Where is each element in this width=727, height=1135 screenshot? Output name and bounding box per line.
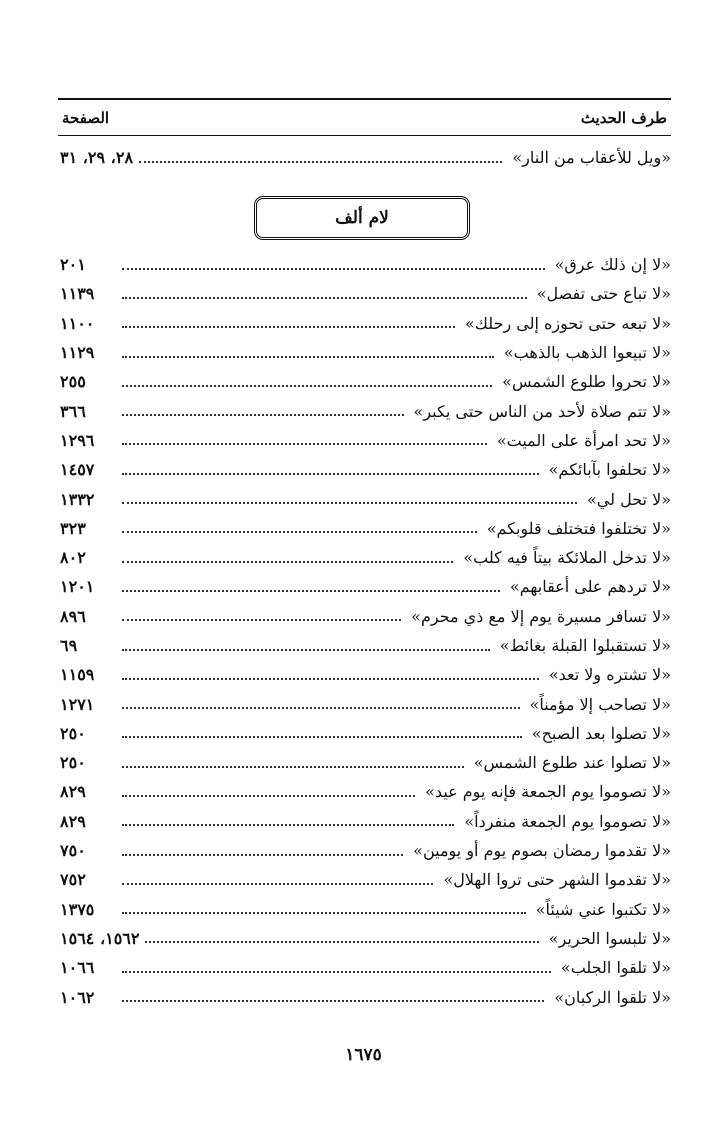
index-row <box>60 689 671 718</box>
hadith-text: «لا تستقبلوا القبلة بغائط» <box>499 636 671 655</box>
hadith-text: «لا تباع حتى تفصل» <box>536 284 671 304</box>
hadith-text: «لا تحروا طلوع الشمس» <box>502 372 671 392</box>
page-ref: ٢٨، ٢٩، ٣١ <box>60 148 134 168</box>
hadith-text: «لا تردهم على أعقابهم» <box>509 577 671 597</box>
page-ref: ٧٥٠ <box>60 841 86 861</box>
page-ref: ٢٥٠ <box>60 723 86 743</box>
hadith-text: «لا تشتره ولا تعد» <box>548 665 671 685</box>
hadith-text: «لا تصوموا يوم الجمعة منفرداً» <box>464 811 671 831</box>
hadith-text: «ويل للأعقاب من النار» <box>512 148 671 168</box>
index-row <box>60 572 671 601</box>
page-ref: ٨٠٢ <box>60 548 86 568</box>
hadith-text: «لا تحلفوا بآبائكم» <box>548 460 671 480</box>
hadith-text: «لا إن ذلك عرق» <box>554 255 671 275</box>
leader-dots <box>122 883 433 885</box>
leader-dots <box>139 161 502 163</box>
index-row <box>60 309 671 338</box>
leader-dots <box>122 678 539 680</box>
hadith-text: «لا تلقوا الجلب» <box>560 958 671 978</box>
hadith-text: «لا تصلوا بعد الصبح» <box>531 723 671 743</box>
index-row <box>60 279 671 308</box>
hadith-text: «لا تبعه حتى تحوزه إلى رحلك» <box>465 313 671 333</box>
page-ref: ١٤٥٧ <box>60 460 95 480</box>
page-ref: ١٢٠١ <box>60 577 95 597</box>
top-entry <box>60 143 671 175</box>
leader-dots <box>122 795 415 797</box>
hadith-text: «لا تختلفوا فتختلف قلوبكم» <box>486 518 671 538</box>
page-ref: ٢٠١ <box>60 255 86 275</box>
hadith-text: «لا تتم صلاة لأحد من الناس حتى يكبر» <box>413 401 671 421</box>
hadith-text: «لا تقدموا الشهر حتى تروا الهلال» <box>443 870 671 890</box>
page-ref: ١١٥٩ <box>60 665 95 685</box>
leader-dots <box>122 385 492 387</box>
index-row <box>60 719 671 748</box>
index-row <box>60 455 671 484</box>
index-row <box>60 807 671 836</box>
hadith-text: «لا تكتبوا عني شيئاً» <box>535 899 671 919</box>
index-row <box>60 748 671 777</box>
page-ref: ١٠٦٢ <box>60 987 95 1007</box>
index-entries <box>60 250 671 1012</box>
index-row <box>60 777 671 806</box>
leader-dots <box>145 941 538 943</box>
index-row <box>60 143 671 172</box>
leader-dots <box>122 356 494 358</box>
page-ref: ١١٠٠ <box>60 313 95 333</box>
header-hadith-label: طرف الحديث <box>580 108 667 127</box>
hadith-text: «لا تصاحب إلا مؤمناً» <box>529 694 671 714</box>
page-ref: ٣٢٣ <box>60 518 86 538</box>
hadith-text: «لا تسافر مسيرة يوم إلا مع ذي محرم» <box>411 606 671 626</box>
leader-dots <box>122 531 477 533</box>
leader-dots <box>122 326 455 328</box>
hadith-text: «لا تبيعوا الذهب بالذهب» <box>503 343 671 363</box>
index-row <box>60 895 671 924</box>
page-ref: ٢٥٥ <box>60 372 86 392</box>
index-row <box>60 924 671 953</box>
page-ref: ١٥٦٢، ١٥٦٤ <box>60 928 140 948</box>
leader-dots <box>122 473 539 475</box>
page-ref: ٧٥٢ <box>60 870 86 890</box>
page-ref: ٨٢٩ <box>60 811 86 831</box>
page-number: ١٦٧٥ <box>345 1045 382 1065</box>
page-ref: ١٣٣٢ <box>60 489 95 509</box>
hadith-text: «لا تحل لي» <box>587 489 671 509</box>
index-header <box>58 98 671 136</box>
index-row <box>60 953 671 982</box>
index-row <box>60 484 671 513</box>
leader-dots <box>122 736 522 738</box>
hadith-text: «لا تدخل الملائكة بيتاً فيه كلب» <box>463 548 671 568</box>
leader-dots <box>122 619 401 621</box>
leader-dots <box>122 912 526 914</box>
hadith-text: «لا تصوموا يوم الجمعة فإنه يوم عيد» <box>425 782 671 802</box>
page-ref: ١١٣٩ <box>60 284 95 304</box>
page-ref: ٨٢٩ <box>60 782 86 802</box>
hadith-text: «لا تحد امرأة على الميت» <box>496 430 671 450</box>
leader-dots <box>122 590 500 592</box>
index-row <box>60 602 671 631</box>
index-row <box>60 631 671 660</box>
page-ref: ١٢٩٦ <box>60 430 95 450</box>
page-ref: ٨٩٦ <box>60 606 86 626</box>
page-ref: ١٢٧١ <box>60 694 95 714</box>
leader-dots <box>122 414 404 416</box>
index-row <box>60 865 671 894</box>
hadith-text: «لا تقدموا رمضان بصوم يوم أو يومين» <box>413 841 671 861</box>
header-page-label: الصفحة <box>62 108 110 127</box>
section-title: لام ألف <box>335 208 389 228</box>
leader-dots <box>122 766 464 768</box>
index-row <box>60 543 671 572</box>
leader-dots <box>122 971 551 973</box>
leader-dots <box>122 268 545 270</box>
page-ref: ٢٥٠ <box>60 753 86 773</box>
index-row <box>60 514 671 543</box>
hadith-text: «لا تلبسوا الحرير» <box>548 928 671 948</box>
index-row <box>60 982 671 1011</box>
page-ref: ١١٢٩ <box>60 343 95 363</box>
leader-dots <box>122 1000 544 1002</box>
page-ref: ٦٩ <box>60 636 78 655</box>
leader-dots <box>122 561 453 563</box>
leader-dots <box>122 707 520 709</box>
leader-dots <box>122 649 490 651</box>
leader-dots <box>122 824 454 826</box>
index-row <box>60 660 671 689</box>
leader-dots <box>122 443 487 445</box>
index-row <box>60 338 671 367</box>
leader-dots <box>122 854 403 856</box>
index-row <box>60 367 671 396</box>
index-row <box>60 836 671 865</box>
leader-dots <box>122 297 527 299</box>
hadith-text: «لا تلقوا الركبان» <box>554 987 671 1007</box>
page-ref: ٣٦٦ <box>60 401 86 421</box>
hadith-text: «لا تصلوا عند طلوع الشمس» <box>473 753 671 773</box>
index-row <box>60 396 671 425</box>
section-heading-box <box>254 196 470 240</box>
leader-dots <box>122 502 577 504</box>
page-ref: ١٣٧٥ <box>60 899 95 919</box>
index-row <box>60 250 671 279</box>
page-ref: ١٠٦٦ <box>60 958 95 978</box>
index-row <box>60 426 671 455</box>
